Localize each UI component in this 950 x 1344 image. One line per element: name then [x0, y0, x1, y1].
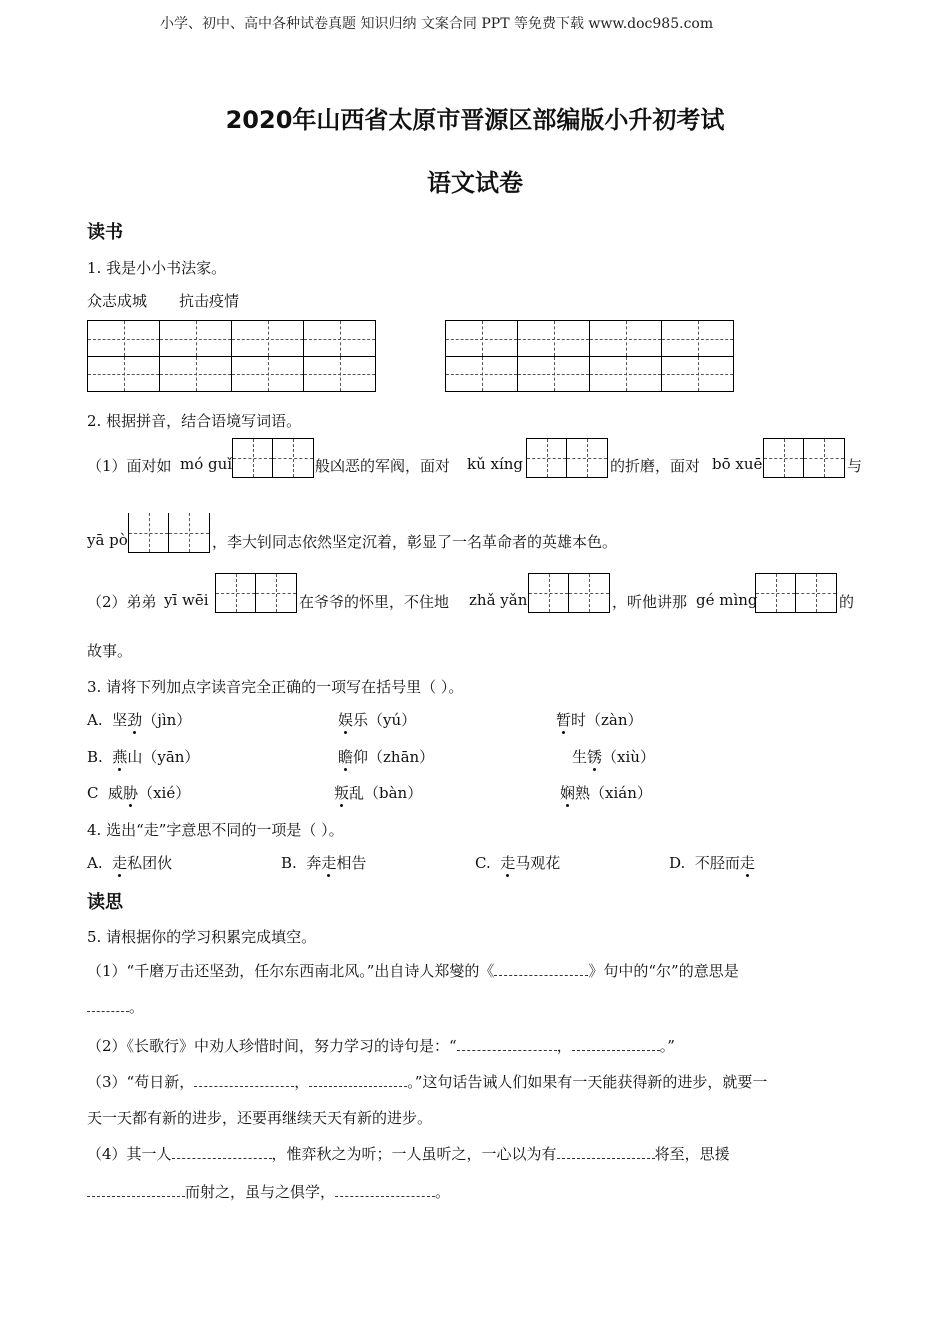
q5-blank-er-meaning[interactable]	[87, 997, 129, 1012]
q5-line-3b: 天一天都有新的进步，还要再继续天天有新的进步。	[87, 1109, 433, 1127]
q5-line-4b: 而射之，虽与之俱学， 。	[87, 1181, 450, 1202]
q2-answer-box-boxue[interactable]	[763, 438, 845, 478]
q4-option-b[interactable]: B. 奔走相告	[281, 854, 367, 872]
q1-phrase-1: 众志成城	[87, 292, 148, 310]
q2-pinyin-boxue: bō xuē	[712, 455, 763, 473]
q5-blank-gouri-2[interactable]	[309, 1072, 407, 1087]
q2-pinyin-yapo: yā pò	[87, 531, 128, 549]
q3-option-b-word-2: 瞻仰（zhān）	[338, 748, 435, 766]
q5-prompt: 5. 请根据你的学习积累完成填空。	[87, 928, 317, 946]
q5-blank-yiqiu-3[interactable]	[87, 1182, 185, 1197]
q4-option-c[interactable]: C. 走马观花	[475, 854, 561, 872]
q5-line-2: （2）《长歌行》中劝人珍惜时间，努力学习的诗句是：“ ， 。”	[87, 1037, 675, 1055]
q5-blank-yiqiu-4[interactable]	[335, 1182, 435, 1197]
q3-option-b-word-3: 生锈（xiù）	[572, 748, 655, 766]
section-read-book: 读书	[87, 222, 123, 243]
q2-answer-box-mogui[interactable]	[232, 438, 314, 478]
q2-p1-text-d: 与	[847, 457, 863, 475]
q2-p2-text-a: （2）弟弟	[87, 593, 157, 611]
q5-blank-poem-title[interactable]	[494, 961, 588, 976]
page-title: 2020年山西省太原市晋源区部编版小升初考试	[225, 106, 725, 134]
section-read-think: 读思	[87, 892, 123, 913]
q2-p2-text-e: 故事。	[87, 642, 133, 660]
q2-p1-text-b: 般凶恶的军阀，面对	[315, 457, 451, 475]
q2-p1-text-e: ，李大钊同志依然坚定沉着，彰显了一名革命者的英雄本色。	[212, 533, 618, 551]
q4-option-a[interactable]: A. 走私团伙	[87, 854, 173, 872]
q2-pinyin-mogui: mó guǐ	[180, 455, 233, 473]
q5-blank-yiqiu-2[interactable]	[557, 1144, 655, 1159]
q3-option-a[interactable]: A. 坚劲（jìn）	[87, 711, 192, 729]
q2-answer-box-yiwei[interactable]	[215, 573, 297, 613]
page-subtitle: 语文试卷	[427, 169, 523, 197]
q2-answer-box-yapo[interactable]	[128, 513, 210, 553]
q3-option-c-word-3: 娴熟（xián）	[560, 784, 652, 802]
q3-option-c[interactable]: C 威胁（xié）	[87, 784, 191, 802]
q2-prompt: 2. 根据拼音，结合语境写词语。	[87, 412, 302, 430]
q2-p2-text-c: ，听他讲那	[612, 593, 688, 611]
q5-blank-poem-line-1[interactable]	[457, 1036, 557, 1051]
q1-phrase-2: 抗击疫情	[179, 292, 240, 310]
page-header: 小学、初中、高中各种试卷真题 知识归纳 文案合同 PPT 等免费下载 www.doc985.com	[160, 16, 714, 32]
q5-line-1: （1）“千磨万击还坚劲，任尔东西南北风。”出自诗人郑燮的《 》句中的“尔”的意思是	[87, 962, 739, 980]
q1-writing-grid-1[interactable]	[87, 320, 376, 392]
q2-p2-text-b: 在爷爷的怀里，不住地	[299, 593, 450, 611]
q1-writing-grid-2[interactable]	[445, 320, 734, 392]
q3-option-a-word-3: 暂时（zàn）	[556, 711, 643, 729]
q2-p2-text-d: 的	[839, 593, 855, 611]
q2-answer-box-zhayan[interactable]	[528, 573, 610, 613]
q3-option-c-word-2: 叛乱（bàn）	[334, 784, 423, 802]
q5-blank-yiqiu-1[interactable]	[172, 1144, 272, 1159]
q2-p1-text-c: 的折磨，面对	[610, 457, 701, 475]
q2-pinyin-kuxing: kǔ xíng	[467, 455, 524, 473]
q5-blank-poem-line-2[interactable]	[572, 1036, 660, 1051]
q5-line-1b: 。	[87, 996, 144, 1017]
q2-answer-box-kuxing[interactable]	[526, 438, 608, 478]
q5-line-4: （4）其一人 ，惟弈秋之为听；一人虽听之，一心以为有 将至，思援	[87, 1145, 730, 1163]
q3-prompt: 3. 请将下列加点字读音完全正确的一项写在括号里（ ）。	[87, 678, 464, 696]
q3-option-b[interactable]: B. 燕山（yān）	[87, 748, 200, 766]
q5-blank-gouri-1[interactable]	[194, 1072, 294, 1087]
q2-pinyin-geming: gé mìng	[696, 591, 758, 609]
q4-prompt: 4. 选出“走”字意思不同的一项是（ ）。	[87, 821, 344, 839]
q3-option-a-word-2: 娱乐（yú）	[338, 711, 417, 729]
q5-line-3: （3）“苟日新， ， 。”这句话告诫人们如果有一天能获得新的进步，就要一	[87, 1073, 768, 1091]
q2-p1-text-a: （1）面对如	[87, 457, 172, 475]
q2-pinyin-zhayan: zhǎ yǎn	[469, 591, 528, 609]
q4-option-d[interactable]: D. 不胫而走	[669, 854, 755, 872]
q2-pinyin-yiwei: yī wēi	[164, 591, 209, 609]
q2-answer-box-geming[interactable]	[755, 573, 837, 613]
q1-prompt: 1. 我是小小书法家。	[87, 259, 227, 277]
